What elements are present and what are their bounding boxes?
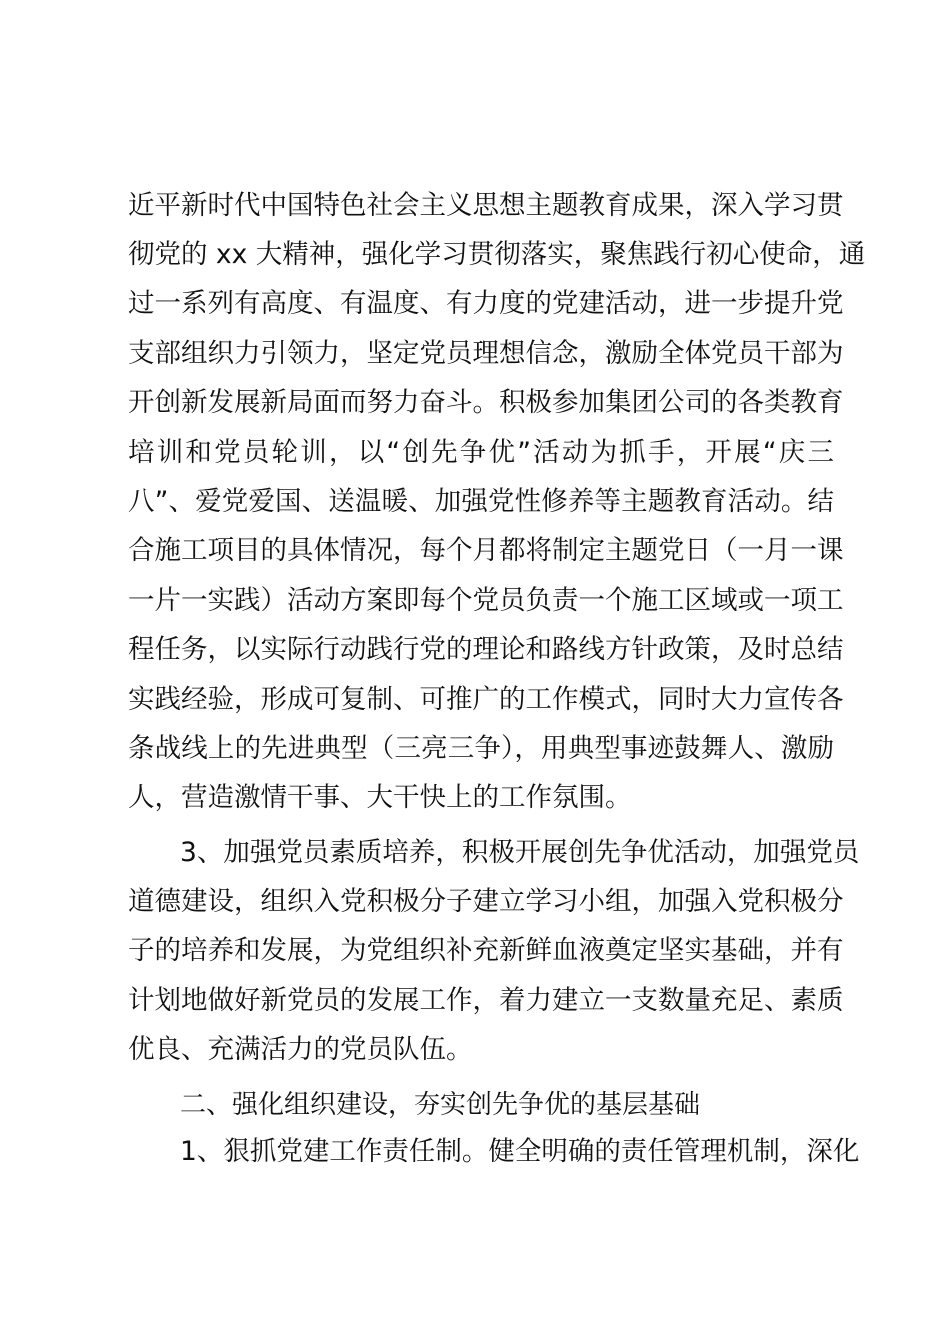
paragraph-3-line-1: 1、狠抓党建工作责任制。健全明确的责任管理机制，深化 xyxy=(180,1136,860,1167)
paragraph-1-line-13: 人，营造激情干事、大干快上的工作氛围。 xyxy=(128,782,632,813)
paragraph-1-line-10: 程任务，以实际行动践行党的理论和路线方针政策，及时总结 xyxy=(128,634,844,665)
paragraph-1-line-4: 支部组织力引领力，坚定党员理想信念，激励全体党员干部为 xyxy=(128,338,844,369)
paragraph-1-line-3: 过一系列有高度、有温度、有力度的党建活动，进一步提升党 xyxy=(128,288,844,319)
paragraph-1-line-1: 近平新时代中国特色社会主义思想主题教育成果，深入学习贯 xyxy=(128,190,844,221)
paragraph-1-line-7: 八”、爱党爱国、送温暖、加强党性修养等主题教育活动。结 xyxy=(128,486,834,517)
paragraph-1-line-6: 培训和党员轮训，以“创先争优”活动为抓手，开展“庆三 xyxy=(128,437,834,468)
paragraph-1-line-5: 开创新发展新局面而努力奋斗。积极参加集团公司的各类教育 xyxy=(128,387,844,418)
paragraph-2-line-4: 计划地做好新党员的发展工作，着力建立一支数量充足、素质 xyxy=(128,985,844,1016)
paragraph-2-line-2: 道德建设，组织入党积极分子建立学习小组，加强入党积极分 xyxy=(128,886,844,917)
paragraph-2-line-1: 3、加强党员素质培养，积极开展创先争优活动，加强党员 xyxy=(180,837,860,868)
paragraph-1-line-11: 实践经验，形成可复制、可推广的工作模式，同时大力宣传各 xyxy=(128,684,844,715)
paragraph-1-line-9: 一片一实践）活动方案即每个党员负责一个施工区域或一项工 xyxy=(128,585,844,616)
paragraph-1-line-2: 彻党的 xx 大精神，强化学习贯彻落实，聚焦践行初心使命，通 xyxy=(128,239,866,270)
section-heading: 二、强化组织建设，夯实创先争优的基层基础 xyxy=(180,1090,701,1120)
paragraph-2-line-3: 子的培养和发展，为党组织补充新鲜血液奠定坚实基础，并有 xyxy=(128,935,844,966)
paragraph-2-line-5: 优良、充满活力的党员队伍。 xyxy=(128,1034,473,1065)
paragraph-1-line-8: 合施工项目的具体情况，每个月都将制定主题党日（一月一课 xyxy=(128,535,844,566)
paragraph-1-line-12: 条战线上的先进典型（三亮三争），用典型事迹鼓舞人、激励 xyxy=(128,733,834,764)
